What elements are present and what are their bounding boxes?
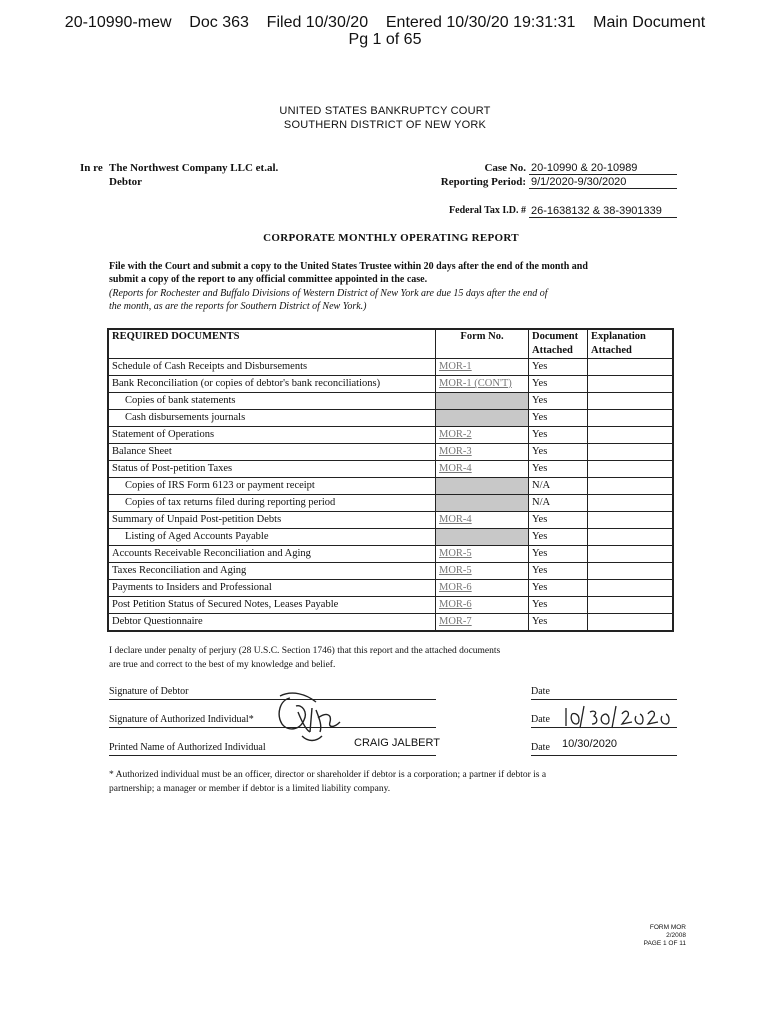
form-link[interactable]: MOR-3 <box>436 444 529 461</box>
table-row <box>108 614 673 632</box>
in-re-label: In re <box>80 162 103 174</box>
doc-cell: Copies of tax returns filed during reporting period <box>108 495 436 512</box>
table-row <box>108 461 673 478</box>
authorized-signature-label: Signature of Authorized Individual* <box>109 714 254 725</box>
court-district: SOUTHERN DISTRICT OF NEW YORK <box>283 119 487 131</box>
explanation-cell <box>588 529 674 546</box>
doc-cell: Post Petition Status of Secured Notes, Leases Payable <box>108 597 436 614</box>
printed-name-line[interactable] <box>109 755 436 756</box>
form-link[interactable]: MOR-2 <box>436 427 529 444</box>
instruction-line: submit a copy of the report to any official committee appointed in the case. <box>109 274 428 285</box>
printed-name-label: Printed Name of Authorized Individual <box>109 742 266 753</box>
table-row <box>108 359 673 376</box>
doc-cell: Balance Sheet <box>108 444 436 461</box>
doc-cell: Statement of Operations <box>108 427 436 444</box>
doc-cell: Copies of bank statements <box>108 393 436 410</box>
handwritten-signature <box>272 692 352 746</box>
reporting-period-label: Reporting Period: <box>440 176 526 188</box>
doc-cell: Payments to Insiders and Professional <box>108 580 436 597</box>
form-link[interactable]: MOR-5 <box>436 546 529 563</box>
explanation-cell <box>588 461 674 478</box>
instruction-line: File with the Court and submit a copy to the United States Trustee within 20 days after the end of the month and <box>109 261 588 272</box>
attached-cell: Yes <box>529 410 588 427</box>
explanation-cell <box>588 597 674 614</box>
form-link[interactable]: MOR-6 <box>436 580 529 597</box>
explanation-cell <box>588 444 674 461</box>
attached-cell: Yes <box>529 427 588 444</box>
attached-cell: Yes <box>529 563 588 580</box>
case-no-label: Case No. <box>484 162 526 174</box>
attached-cell: Yes <box>529 461 588 478</box>
form-cell-shaded <box>436 529 529 546</box>
form-link[interactable]: MOR-7 <box>436 614 529 632</box>
date-label: Date <box>531 742 550 753</box>
form-link[interactable]: MOR-4 <box>436 461 529 478</box>
doc-cell: Taxes Reconciliation and Aging <box>108 563 436 580</box>
table-row <box>108 444 673 461</box>
required-documents-table <box>107 328 674 632</box>
debtor-label: Debtor <box>109 176 142 188</box>
table-row <box>108 597 673 614</box>
page-indicator: Pg 1 of 65 <box>348 31 422 48</box>
attached-cell: Yes <box>529 546 588 563</box>
form-link[interactable]: MOR-5 <box>436 563 529 580</box>
form-cell-shaded <box>436 495 529 512</box>
attached-cell: Yes <box>529 529 588 546</box>
form-cell-shaded <box>436 410 529 427</box>
doc-cell: Cash disbursements journals <box>108 410 436 427</box>
header-required-documents: REQUIRED DOCUMENTS <box>108 329 436 359</box>
table-row <box>108 529 673 546</box>
doc-cell: Debtor Questionnaire <box>108 614 436 632</box>
table-row <box>108 580 673 597</box>
case-no-value: 20-10990 & 20-10989 <box>529 162 677 175</box>
attached-cell: Yes <box>529 444 588 461</box>
footnote <box>109 768 639 796</box>
header-form-no: Form No. <box>436 329 529 359</box>
handwritten-date <box>560 704 680 730</box>
form-link[interactable]: MOR-6 <box>436 597 529 614</box>
form-id-line: PAGE 1 OF 11 <box>643 940 686 947</box>
explanation-cell <box>588 427 674 444</box>
attached-cell: Yes <box>529 597 588 614</box>
date-label: Date <box>531 686 550 697</box>
court-name: UNITED STATES BANKRUPTCY COURT <box>279 105 491 117</box>
doc-cell: Accounts Receivable Reconciliation and Aging <box>108 546 436 563</box>
footnote-line: * Authorized individual must be an officer, director or shareholder if debtor is a corporation; a partner if debtor is a <box>109 770 547 780</box>
date-line[interactable] <box>531 699 677 700</box>
attached-cell: Yes <box>529 393 588 410</box>
instructions-note <box>109 287 609 313</box>
explanation-cell <box>588 359 674 376</box>
doc-cell: Status of Post-petition Taxes <box>108 461 436 478</box>
printed-name-value: CRAIG JALBERT <box>354 737 440 749</box>
doc-cell: Bank Reconciliation (or copies of debtor's bank reconciliations) <box>108 376 436 393</box>
instructions <box>109 260 649 286</box>
reporting-period-value: 9/1/2020-9/30/2020 <box>529 176 677 189</box>
printed-date-value: 10/30/2020 <box>562 738 618 750</box>
form-link[interactable]: MOR-4 <box>436 512 529 529</box>
explanation-cell <box>588 376 674 393</box>
explanation-cell <box>588 580 674 597</box>
form-cell-shaded <box>436 393 529 410</box>
tax-id-label: Federal Tax I.D. # <box>449 205 526 216</box>
explanation-cell <box>588 393 674 410</box>
attached-cell: Yes <box>529 614 588 632</box>
attached-cell: Yes <box>529 512 588 529</box>
attached-cell: Yes <box>529 580 588 597</box>
explanation-cell <box>588 478 674 495</box>
table-row <box>108 546 673 563</box>
form-id-line: FORM MOR <box>649 924 686 931</box>
declaration-line: I declare under penalty of perjury (28 U.S.C. Section 1746) that this report and the attached documents <box>109 646 501 656</box>
table-row <box>108 563 673 580</box>
table-header-row <box>108 329 673 359</box>
form-cell-shaded <box>436 478 529 495</box>
form-identifier <box>600 924 686 948</box>
explanation-cell <box>588 512 674 529</box>
footnote-line: partnership; a manager or member if debtor is a limited liability company. <box>109 784 391 794</box>
table-row <box>108 376 673 393</box>
filing-header: 20-10990-mew Doc 363 Filed 10/30/20 Entered 10/30/20 19:31:31 Main Document <box>64 14 706 31</box>
date-line[interactable] <box>531 755 677 756</box>
explanation-cell <box>588 546 674 563</box>
table-row <box>108 495 673 512</box>
date-label: Date <box>531 714 550 725</box>
attached-cell: Yes <box>529 359 588 376</box>
debtor-name: The Northwest Company LLC et.al. <box>109 162 279 174</box>
signature-of-debtor-label: Signature of Debtor <box>109 686 189 697</box>
declaration <box>109 644 629 672</box>
declaration-line: are true and correct to the best of my knowledge and belief. <box>109 660 336 670</box>
explanation-cell <box>588 614 674 632</box>
form-id-line: 2/2008 <box>666 932 686 939</box>
instruction-note-line: the month, as are the reports for Southern District of New York.) <box>109 301 367 312</box>
table-row <box>108 410 673 427</box>
form-link[interactable]: MOR-1 <box>436 359 529 376</box>
doc-cell: Schedule of Cash Receipts and Disbursements <box>108 359 436 376</box>
table-row <box>108 478 673 495</box>
table-row <box>108 512 673 529</box>
explanation-cell <box>588 495 674 512</box>
attached-cell: Yes <box>529 376 588 393</box>
doc-cell: Copies of IRS Form 6123 or payment receipt <box>108 478 436 495</box>
table-row <box>108 393 673 410</box>
attached-cell: N/A <box>529 478 588 495</box>
attached-cell: N/A <box>529 495 588 512</box>
header-explanation-attached: Explanation Attached <box>588 329 674 359</box>
form-link[interactable]: MOR-1 (CON'T) <box>436 376 529 393</box>
report-title: CORPORATE MONTHLY OPERATING REPORT <box>263 232 519 244</box>
header-document-attached: Document Attached <box>529 329 588 359</box>
explanation-cell <box>588 563 674 580</box>
tax-id-value: 26-1638132 & 38-3901339 <box>529 205 677 218</box>
doc-cell: Summary of Unpaid Post-petition Debts <box>108 512 436 529</box>
instruction-note-line: (Reports for Rochester and Buffalo Divisions of Western District of New York are due 15 days after the end of <box>109 288 548 299</box>
explanation-cell <box>588 410 674 427</box>
doc-cell: Listing of Aged Accounts Payable <box>108 529 436 546</box>
table-row <box>108 427 673 444</box>
